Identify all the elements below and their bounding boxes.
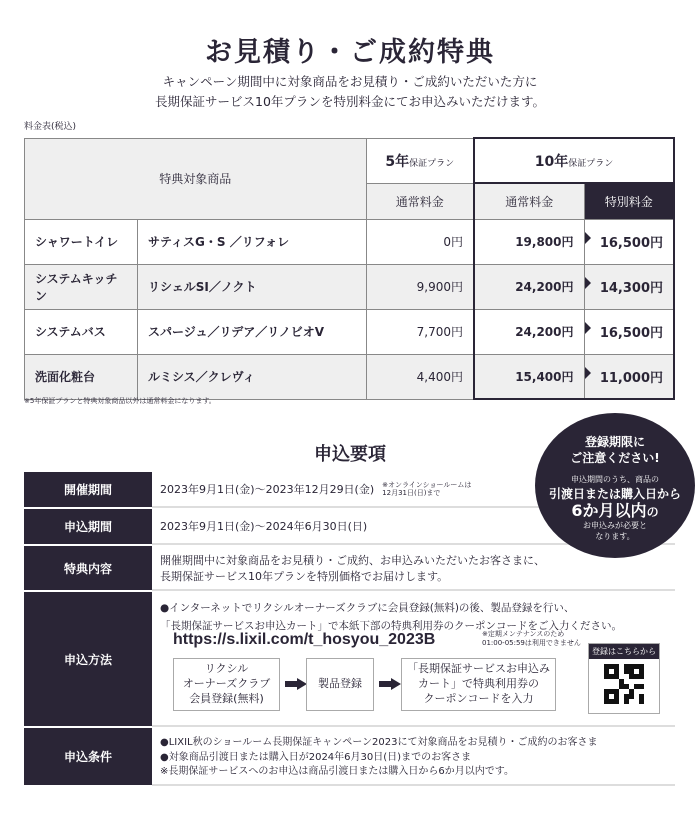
plan5-normal-header: 通常料金	[366, 183, 474, 219]
step-product-registration: 製品登録	[306, 658, 374, 711]
label-period: 開催期間	[24, 472, 152, 507]
label-benefit: 特典内容	[24, 546, 152, 590]
method-value: ●インターネットでリクシルオーナーズクラブに会員登録(無料)の後、製品登録を行い、 「長期保証サービスお申込カート」で本紙下部の特典利用券のクーポンコードをご入力ください。	[152, 592, 675, 727]
label-conditions: 申込条件	[24, 728, 152, 785]
category: システムバス	[25, 309, 138, 354]
qr-box[interactable]	[588, 643, 660, 714]
intro-line-2: 長期保証サービス10年プランを特別料金にてお申込みいただけます。	[155, 94, 545, 109]
plan5-header: 5年保証プラン	[366, 138, 474, 183]
category: シャワートイレ	[25, 219, 138, 264]
plan5-price: 9,900円	[366, 264, 474, 309]
arrow-right-icon	[379, 678, 401, 690]
price-row	[25, 354, 675, 399]
plan5-price: 7,700円	[366, 309, 474, 354]
step-coupon-entry: 「長期保証サービスお申込み カート」で特典利用券の クーポンコードを入力	[401, 658, 556, 711]
label-method: 申込方法	[24, 592, 152, 726]
plan5-price: 0円	[366, 219, 474, 264]
plan10-normal-header: 通常料金	[474, 183, 584, 219]
special-price-header: 特別料金	[584, 183, 674, 219]
conditions-value: ●LIXIL秋のショールーム長期保証キャンペーン2023にて対象商品をお見積り・ご成約のお客さま ●対象商品引渡日または購入日が2024年6月30日(日)までのお客さま ※長期保証サービスへのお申込は商品引渡日または購入日から6か月以内です。	[152, 728, 675, 786]
step-member-registration: リクシル オーナーズクラブ 会員登録(無料)	[173, 658, 280, 711]
arrow-right-icon	[285, 678, 307, 690]
registration-url[interactable]: https://s.lixil.com/t_hosyou_2023B	[173, 631, 436, 648]
product-header: 特典対象商品	[25, 138, 367, 219]
section-title: 申込要項	[314, 444, 386, 465]
price-caption: 料金表(税込)	[24, 122, 77, 132]
special-price: 11,000円	[584, 354, 674, 399]
qr-label: 登録はこちらから	[589, 644, 659, 659]
price-table	[24, 137, 675, 400]
plan5-price: 4,400円	[366, 354, 474, 399]
intro-line-1: キャンペーン期間中に対象商品をお見積り・ご成約いただいた方に	[162, 74, 538, 89]
maintenance-note: ※定期メンテナンスのため 01:00-05:59は利用できません	[482, 630, 581, 648]
period-value: 2023年9月1日(金)～2023年12月29日(金) ※オンラインショールームは 12月31日(日)まで	[152, 472, 675, 508]
special-price: 16,500円	[584, 219, 674, 264]
price-row	[25, 309, 675, 354]
deadline-notice-badge: 登録期限に ご注意ください! 申込期間のうち、商品の 引渡日または購入日から 6か月以内の お申込みが必要と なります。	[535, 413, 695, 558]
product-names: リシェルSI／ノクト	[138, 264, 367, 309]
plan10-normal-price: 24,200円	[474, 264, 584, 309]
benefit-value: 開催期間中に対象商品をお見積り・ご成約、お申込みいただいたお客さまに、 長期保証サービス10年プランを特別価格でお届けします。	[152, 546, 675, 591]
apply-value: 2023年9月1日(金)～2024年6月30日(日)	[152, 509, 675, 545]
product-names: ルミシス／クレヴィ	[138, 354, 367, 399]
triangle-icon	[585, 277, 591, 289]
category: システムキッチン	[25, 264, 138, 309]
label-apply: 申込期間	[24, 509, 152, 544]
table-note: ※5年保証プランと特典対象商品以外は通常料金になります。	[24, 397, 216, 405]
plan10-header: 10年保証プラン	[474, 138, 674, 183]
product-names: サティスG・S ／リフォレ	[138, 219, 367, 264]
special-price: 14,300円	[584, 264, 674, 309]
plan10-normal-price: 15,400円	[474, 354, 584, 399]
category: 洗面化粧台	[25, 354, 138, 399]
product-names: スパージュ／リデア／リノビオV	[138, 309, 367, 354]
plan10-normal-price: 19,800円	[474, 219, 584, 264]
qr-code-icon	[604, 664, 644, 704]
plan10-normal-price: 24,200円	[474, 309, 584, 354]
triangle-icon	[585, 322, 591, 334]
price-row	[25, 219, 675, 264]
triangle-icon	[585, 232, 591, 244]
page-title: お見積り・ご成約特典	[205, 37, 495, 68]
special-price: 16,500円	[584, 309, 674, 354]
triangle-icon	[585, 367, 591, 379]
price-row	[25, 264, 675, 309]
